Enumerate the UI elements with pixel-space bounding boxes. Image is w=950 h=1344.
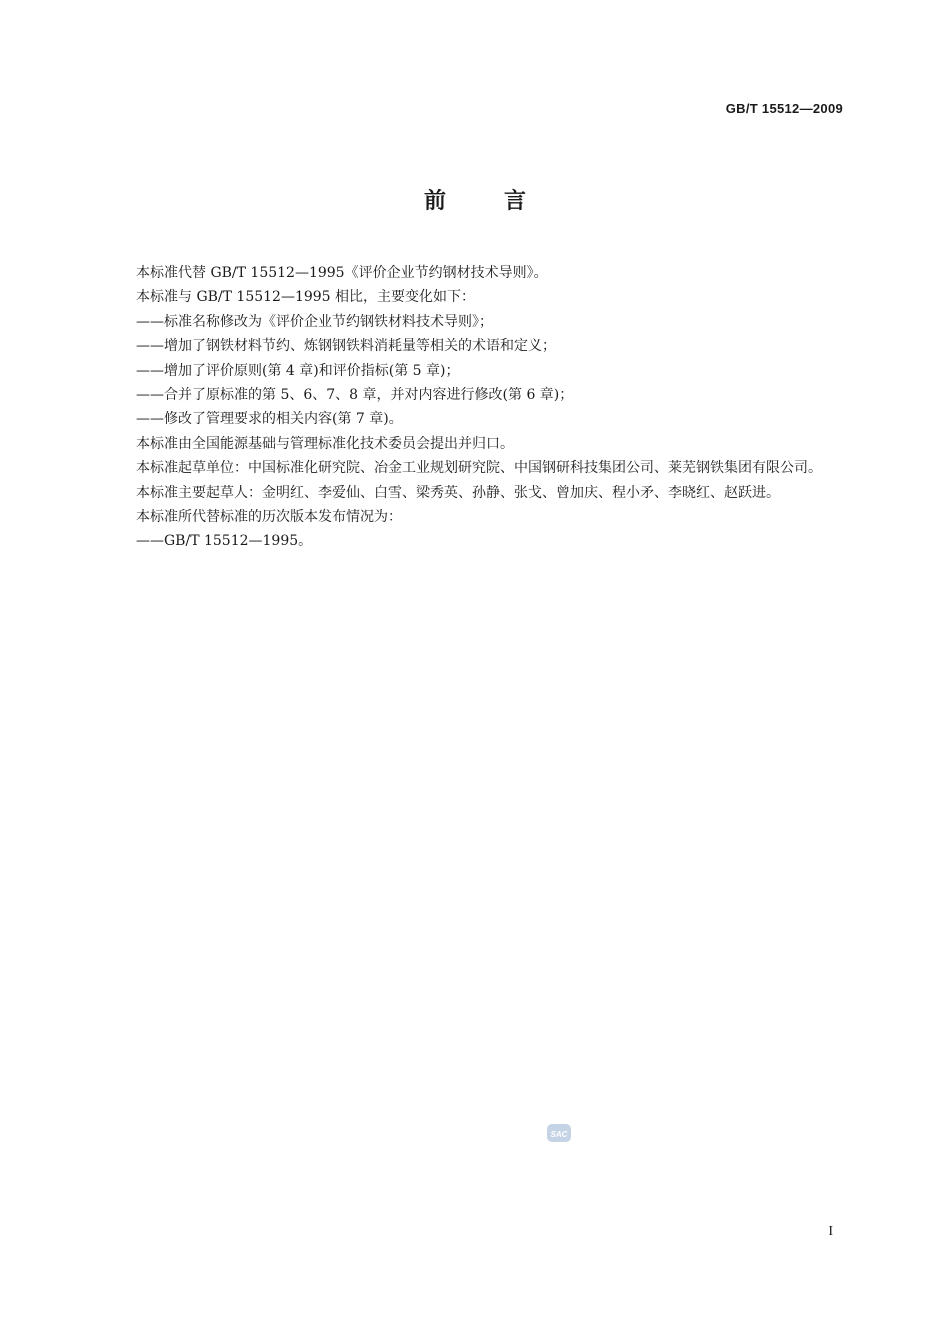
- sac-logo-text: SAC: [550, 1130, 568, 1139]
- sac-logo: [546, 1122, 572, 1144]
- list-item: ——合并了原标准的第 5、6、7、8 章，并对内容进行修改(第 6 章)；: [136, 387, 574, 404]
- paragraph-replaces: 本标准代替 GB/T 15512—1995《评价企业节约钢材技术导则》。: [136, 265, 548, 281]
- paragraph-drafting-units: 本标准起草单位：中国标准化研究院、冶金工业规划研究院、中国钢研科技集团公司、莱芜钢铁集团有限公司。: [136, 460, 822, 477]
- paragraph-drafters: 本标准主要起草人：金明红、李爱仙、白雪、梁秀英、孙静、张戈、曾加庆、程小矛、李晓红、赵跃进。: [136, 484, 780, 501]
- paragraph-history-intro: 本标准所代替标准的历次版本发布情况为：: [136, 509, 402, 526]
- list-item: ——增加了评价原则(第 4 章)和评价指标(第 5 章)；: [136, 362, 460, 379]
- list-item: ——GB/T 15512—1995。: [136, 533, 313, 550]
- list-item: ——标准名称修改为《评价企业节约钢铁材料技术导则》；: [136, 313, 493, 330]
- paragraph-proposer: 本标准由全国能源基础与管理标准化技术委员会提出并归口。: [136, 435, 514, 452]
- foreword-body: [108, 261, 844, 554]
- standard-code: GB/T 15512—2009: [725, 101, 843, 116]
- page-number: I: [828, 1224, 833, 1239]
- list-item: ——修改了管理要求的相关内容(第 7 章)。: [136, 411, 403, 428]
- page-title: 前言: [423, 189, 584, 214]
- paragraph-changes-intro: 本标准与 GB/T 15512—1995 相比，主要变化如下：: [136, 289, 476, 306]
- list-item: ——增加了钢铁材料节约、炼钢钢铁料消耗量等相关的术语和定义；: [136, 338, 556, 355]
